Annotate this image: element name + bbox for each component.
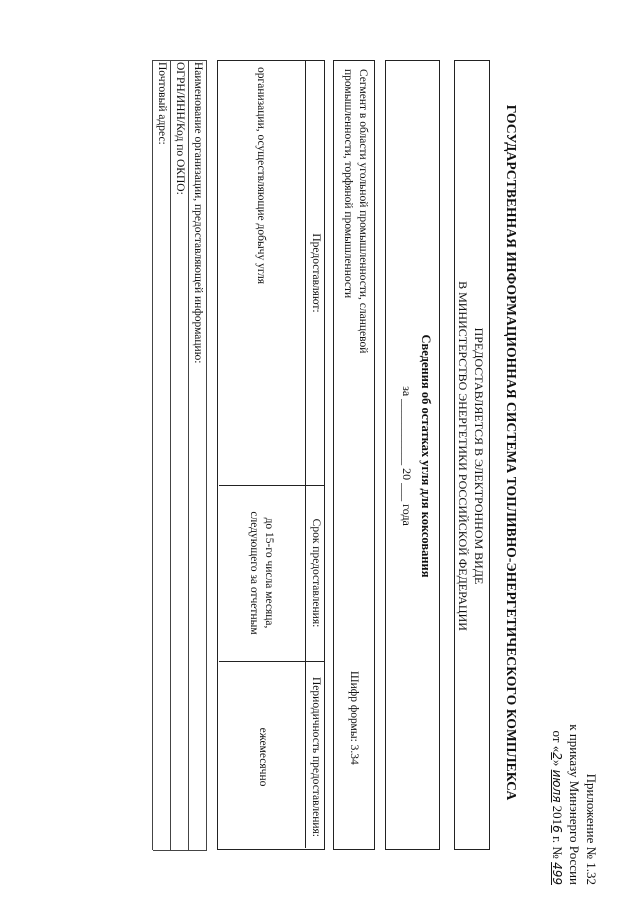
- org-name-label: Наименование организации, предоставляющей информацию:: [192, 62, 204, 364]
- info-rule-1: [188, 60, 189, 850]
- form-title-box: [385, 60, 440, 850]
- header-frequency: Периодичность предоставления:: [310, 677, 322, 837]
- info-rule-3: [152, 60, 153, 850]
- info-right-edge: [153, 850, 207, 851]
- segment-box: [333, 60, 375, 850]
- form-code: Шифр формы: 3.34: [348, 671, 360, 765]
- table-column-divider-1: [219, 485, 324, 486]
- handwritten-year-digit: 6: [550, 825, 564, 833]
- form-title: Сведения об остатках угля для коксования: [419, 334, 433, 578]
- cell-deadline-line-1: до 15-го числа месяца,: [263, 517, 275, 629]
- appendix-order: к приказу Минэнерго России: [567, 724, 582, 885]
- address-label: Почтовый адрес:: [156, 62, 168, 145]
- form-period: за ___________ 20 ___ года: [400, 386, 414, 526]
- header-provider: Предоставляют:: [310, 233, 322, 313]
- electronic-line-2: В МИНИСТЕРСТВО ЭНЕРГЕТИКИ РОССИЙСКОЙ ФЕДЕРАЦИИ: [456, 281, 470, 631]
- cell-provider: организации, осуществляющие добычу угля: [255, 67, 267, 284]
- appendix-header: [548, 715, 600, 885]
- electronic-line-1: ПРЕДОСТАВЛЯЕТСЯ В ЭЛЕКТРОННОМ ВИДЕ: [472, 327, 486, 585]
- header-deadline: Срок предоставления:: [310, 518, 322, 628]
- table-header-divider: [305, 61, 306, 848]
- cell-frequency: ежемесячно: [257, 727, 269, 787]
- system-title: ГОСУДАРСТВЕННАЯ ИНФОРМАЦИОННАЯ СИСТЕМА ТОПЛИВНО-ЭНЕРГЕТИЧЕСКОГО КОМПЛЕКСА: [504, 104, 519, 801]
- ogrn-label: ОГРН/ИНН/Код по ОКПО:: [174, 62, 186, 195]
- handwritten-month: июля: [550, 769, 564, 803]
- electronic-submission-box: [454, 60, 490, 850]
- submission-table: [217, 60, 325, 850]
- info-rule-top: [206, 60, 207, 850]
- handwritten-order-number: 499: [550, 862, 564, 885]
- info-left-edge: [153, 60, 207, 61]
- handwritten-day: 2: [550, 752, 564, 760]
- appendix-number: Приложение № 1.32: [584, 773, 599, 885]
- segment-line-1: Сегмент в области угольной промышленности, сланцевой: [357, 69, 369, 354]
- appendix-date: от «2» июля 2016 г. № 499: [550, 730, 565, 885]
- info-rule-2: [170, 60, 171, 850]
- cell-deadline-line-2: следующего за отчетным: [248, 511, 260, 635]
- segment-line-2: промышленности, торфяной промышленности: [342, 69, 354, 299]
- table-column-divider-2: [219, 661, 324, 662]
